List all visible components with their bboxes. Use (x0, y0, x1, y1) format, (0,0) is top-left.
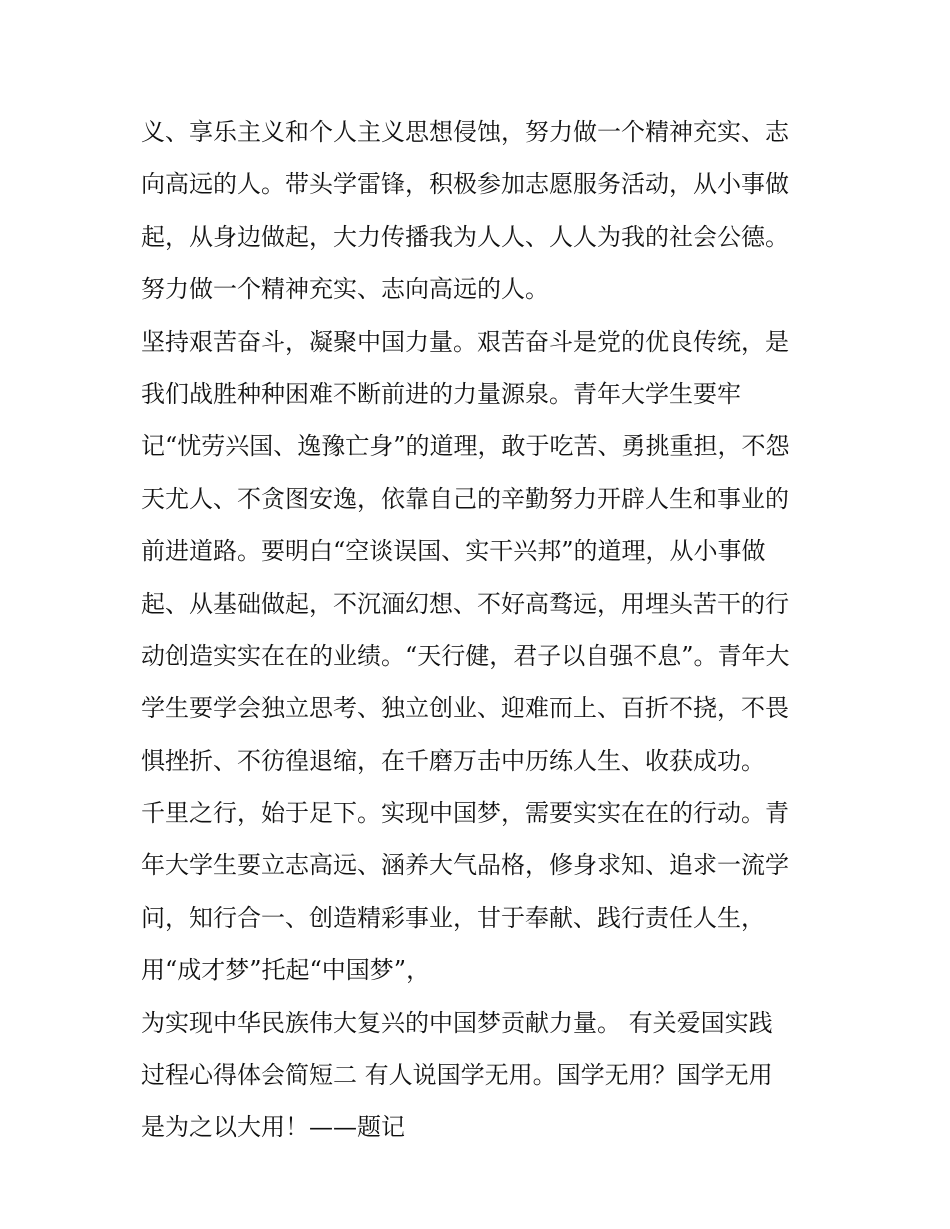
text-line: 义、享乐主义和个人主义思想侵蚀，努力做一个精神充实、志 (141, 118, 789, 146)
text-line: 我们战胜种种困难不断前进的力量源泉。青年大学生要牢 (141, 379, 741, 408)
text-line: 起、从基础做起，不沉湎幻想、不好高骛远，用埋头苦干的行 (141, 589, 789, 618)
text-line: 年大学生要立志高远、涵养大气品格，修身求知、追求一流学 (141, 851, 789, 880)
text-line: 学生要学会独立思考、独立创业、迎难而上、百折不挠，不畏 (141, 694, 789, 723)
text-line: 用“成才梦”托起“中国梦”， (141, 956, 431, 985)
text-line: 坚持艰苦奋斗，凝聚中国力量。艰苦奋斗是党的优良传统，是 (141, 327, 789, 356)
text-line: 为实现中华民族伟大复兴的中国梦贡献力量。 有关爱国实践 (141, 1008, 773, 1037)
text-line: 过程心得体会简短二 有人说国学无用。国学无用？国学无用 (141, 1061, 773, 1090)
text-line: 天尤人、不贪图安逸，依靠自己的辛勤努力开辟人生和事业的 (141, 484, 789, 513)
text-line: 起，从身边做起，大力传播我为人人、人人为我的社会公德。 (141, 222, 789, 251)
text-line: 向高远的人。带头学雷锋，积极参加志愿服务活动，从小事做 (141, 170, 789, 199)
text-line: 前进道路。要明白“空谈误国、实干兴邦”的道理，从小事做 (141, 537, 766, 566)
body-text (141, 106, 831, 1154)
text-line: 问，知行合一、创造精彩事业，甘于奉献、践行责任人生， (141, 903, 765, 932)
text-line: 动创造实实在在的业绩。“天行健，君子以自强不息”。青年大 (141, 641, 790, 670)
text-line: 努力做一个精神充实、志向高远的人。 (141, 275, 549, 304)
text-line: 惧挫折、不彷徨退缩，在千磨万击中历练人生、收获成功。 (141, 746, 765, 775)
text-line: 记“忧劳兴国、逸豫亡身”的道理，敢于吃苦、勇挑重担，不怨 (141, 432, 790, 461)
text-line: 是为之以大用！——题记 (141, 1113, 405, 1142)
text-line: 千里之行，始于足下。实现中国梦，需要实实在在的行动。青 (141, 799, 789, 828)
